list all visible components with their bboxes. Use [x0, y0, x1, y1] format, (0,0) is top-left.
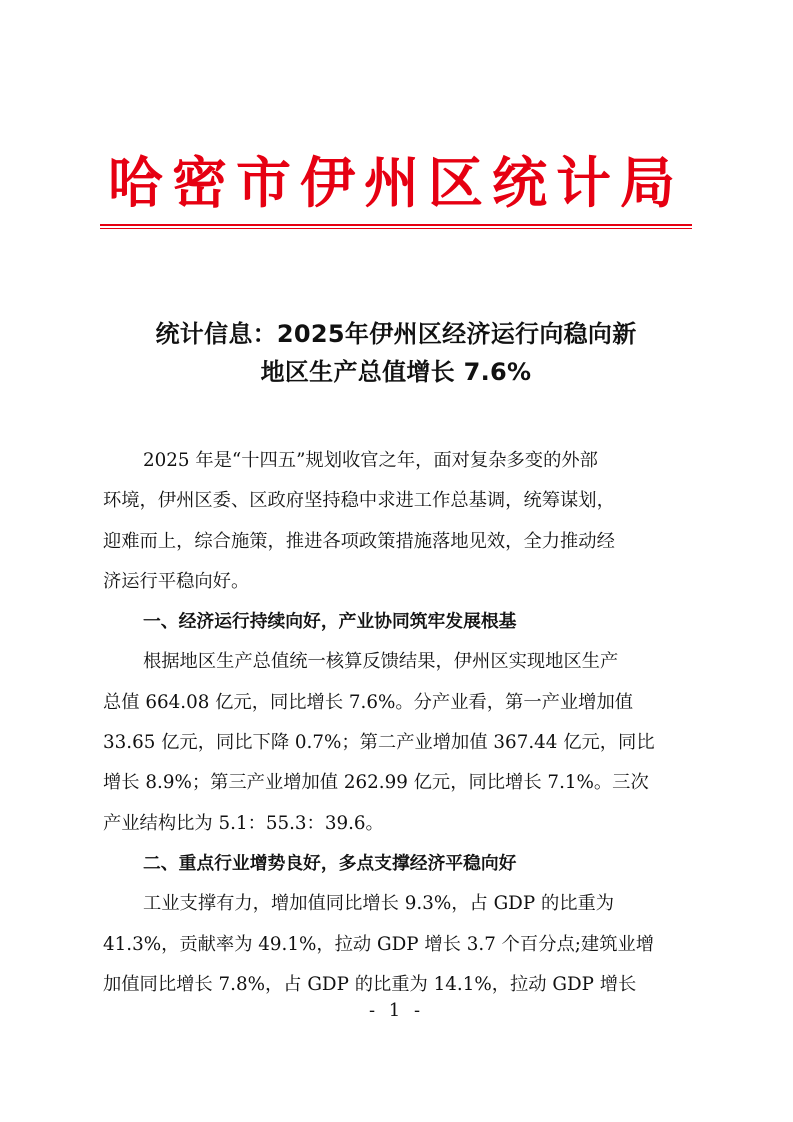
section-1-line: 33.65 亿元，同比下降 0.7%；第二产业增加值 367.44 亿元，同比: [103, 732, 655, 754]
org-header-title: 哈密市伊州区统计局: [107, 150, 684, 215]
intro-line: 2025 年是“十四五”规划收官之年，面对复杂多变的外部: [143, 450, 598, 471]
intro-line: 迎难而上，综合施策，推进各项政策措施落地见效，全力推动经: [103, 530, 615, 552]
section-2-line: 41.3%，贡献率为 49.1%，拉动 GDP 增长 3.7 个百分点;建筑业增: [103, 933, 655, 955]
section-1-line: 总值 664.08 亿元，同比增长 7.6%。分产业看，第一产业增加值: [103, 691, 634, 713]
header-red-rule-thin: [100, 228, 692, 229]
header-red-rule: [100, 224, 692, 226]
document-title-line-2: 地区生产总值增长 7.6%: [260, 358, 532, 386]
document-title-line-1: 统计信息：2025年伊州区经济运行向稳向新: [155, 320, 637, 348]
section-1-heading: 一、经济运行持续向好，产业协同筑牢发展根基: [143, 611, 517, 633]
section-2-line: 工业支撑有力，增加值同比增长 9.3%，占 GDP 的比重为: [143, 893, 615, 915]
document-title: [100, 315, 692, 391]
document-body: [103, 441, 693, 1005]
page-number: - 1 -: [368, 1000, 425, 1021]
section-1-line: 增长 8.9%；第三产业增加值 262.99 亿元，同比增长 7.1%。三次: [103, 772, 649, 794]
section-1-line: 根据地区生产总值统一核算反馈结果，伊州区实现地区生产: [143, 651, 619, 673]
section-1-line: 产业结构比为 5.1：55.3：39.6。: [103, 812, 384, 834]
section-2-heading: 二、重点行业增势良好，多点支撑经济平稳向好: [143, 852, 517, 874]
intro-line: 环境，伊州区委、区政府坚持稳中求进工作总基调，统筹谋划，: [103, 490, 615, 512]
intro-line: 济运行平稳向好。: [103, 570, 250, 592]
section-2-line: 加值同比增长 7.8%，占 GDP 的比重为 14.1%，拉动 GDP 增长: [103, 973, 637, 995]
